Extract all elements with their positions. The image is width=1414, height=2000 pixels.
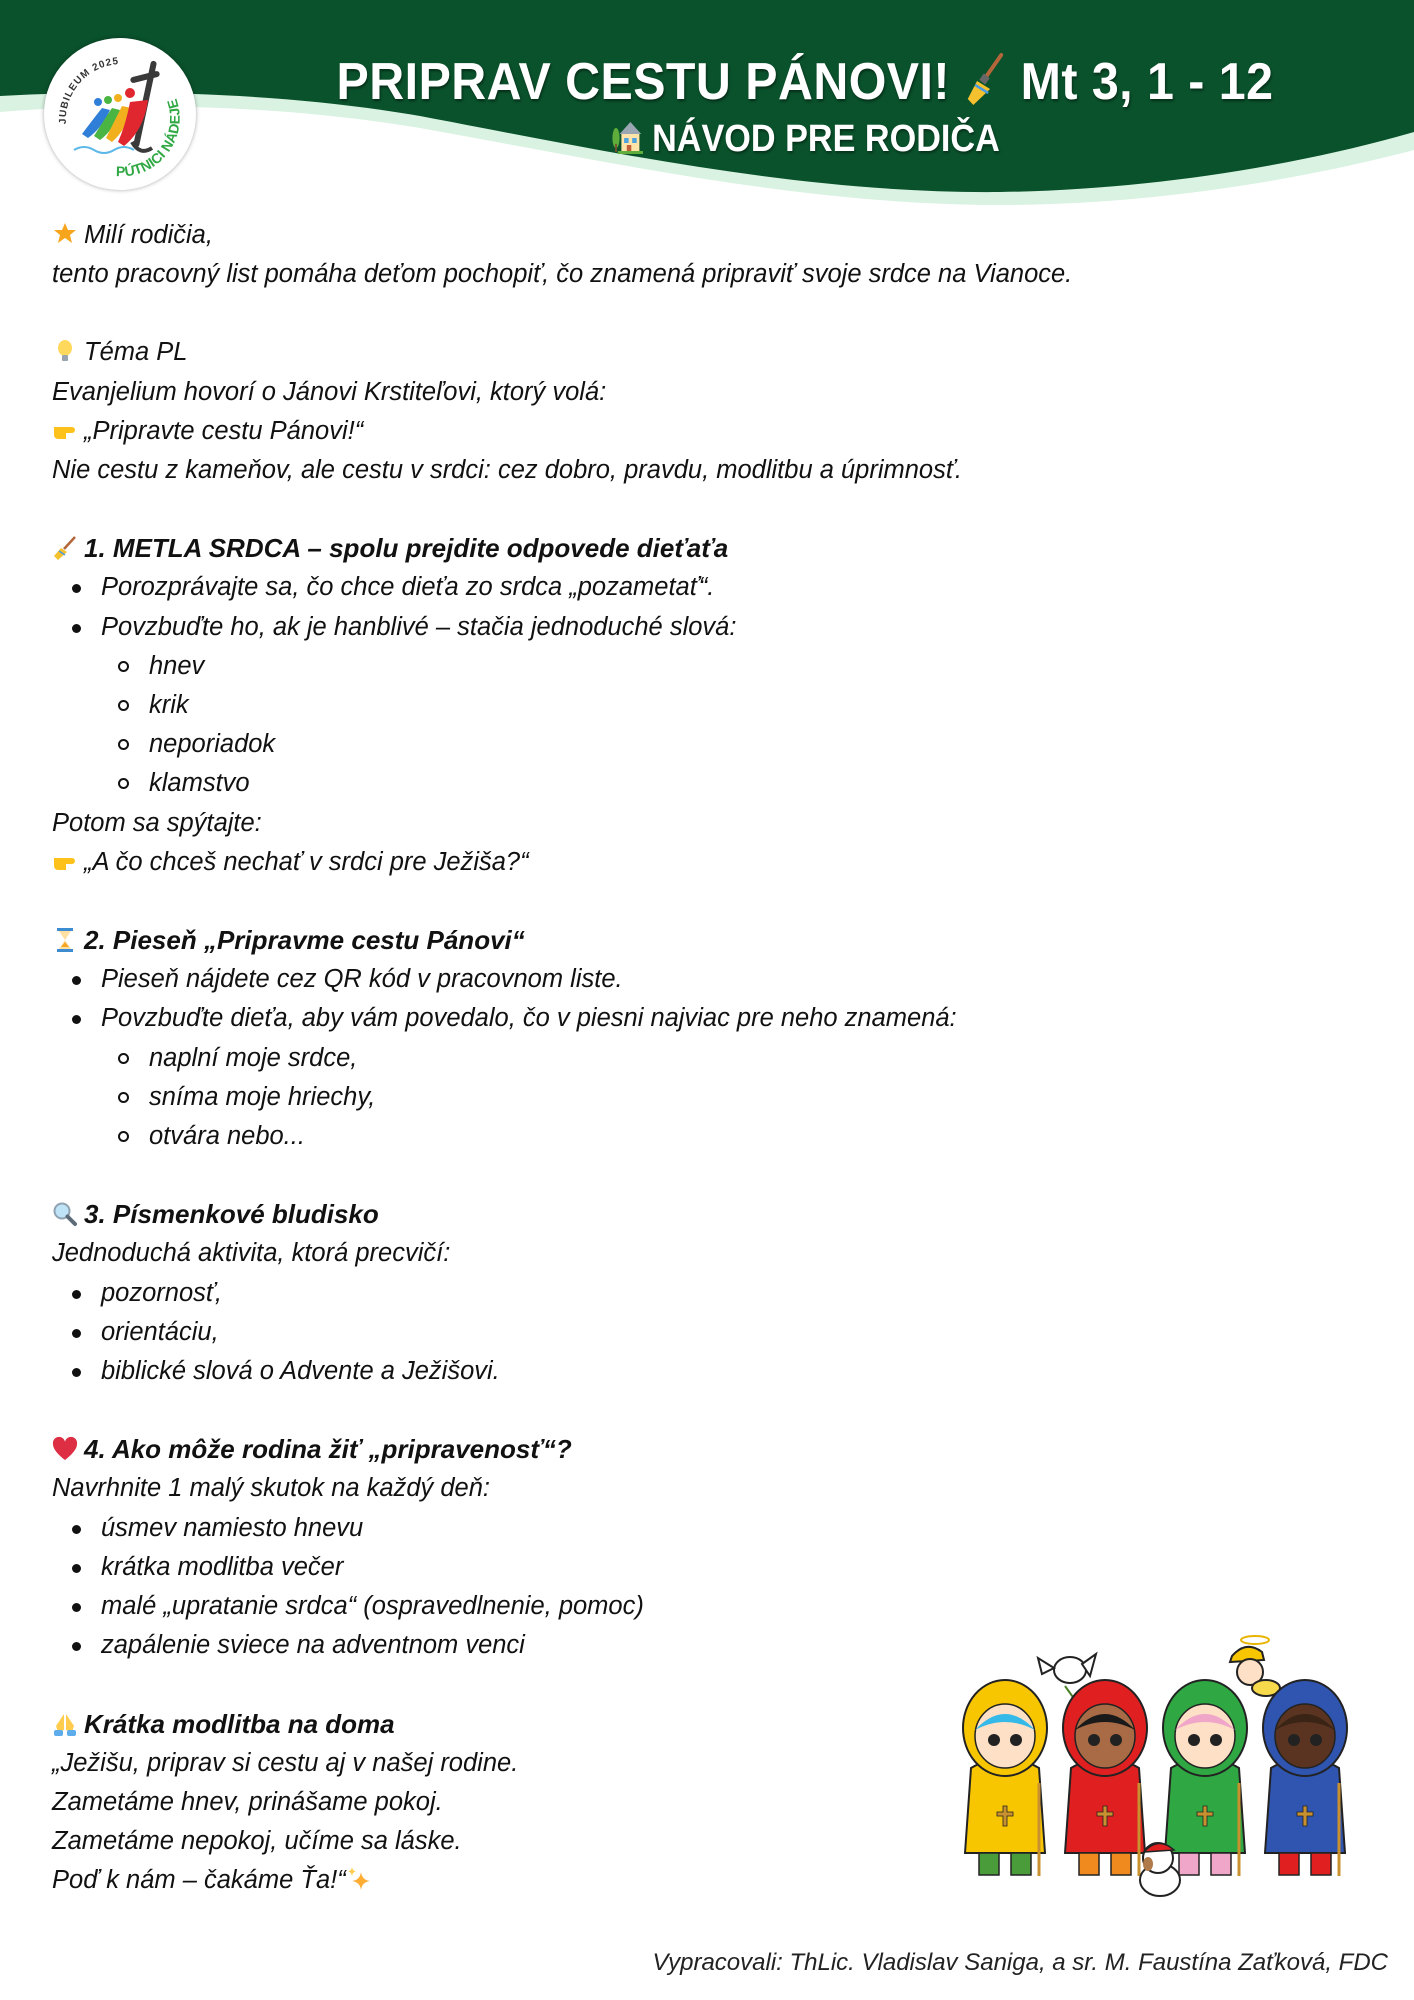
- topic-line-1: Evanjelium hovorí o Jánovi Krstiteľovi, ktorý volá:: [52, 377, 607, 406]
- section-3-list: [52, 1274, 1372, 1392]
- section-1-followup: Potom sa spýtajte:: [52, 808, 262, 837]
- sublist-item: sníma moje hriechy,: [52, 1078, 1372, 1117]
- heart-icon: [52, 1436, 78, 1462]
- list-item: pozornosť,: [52, 1274, 1372, 1313]
- section-1-quote-line: [52, 843, 1372, 882]
- child-figure: [1263, 1680, 1347, 1876]
- sublist-item: hnev: [52, 647, 1372, 686]
- page-title: [326, 52, 1284, 118]
- section-1-quote: „A čo chceš nechať v srdci pre Ježiša?“: [84, 847, 529, 876]
- jubileum-logo: [44, 38, 196, 190]
- prayer-line: Zametáme nepokoj, učíme sa láske.: [52, 1827, 462, 1856]
- section-1-list: [52, 568, 1372, 646]
- praying-hands-icon: [52, 1711, 78, 1737]
- topic-heading-line: [52, 333, 1372, 372]
- section-3-intro: Jednoduchá aktivita, ktorá precvičí:: [52, 1239, 451, 1268]
- section-2-sublist: [52, 1039, 1372, 1157]
- page-header: [0, 0, 1414, 215]
- pilgrim-children-illustration: [960, 1618, 1380, 1918]
- section-1-heading: 1. METLA SRDCA – spolu prejdite odpovede dieťaťa: [84, 533, 729, 564]
- sublist-item: klamstvo: [52, 764, 1372, 803]
- section-3-heading: 3. Písmenkové bludisko: [84, 1199, 379, 1230]
- list-item: Pieseň nájdete cez QR kód v pracovnom liste.: [52, 960, 1372, 999]
- magnifier-icon: [52, 1201, 78, 1227]
- broom-icon: [964, 53, 1007, 118]
- prayer-heading: Krátka modlitba na doma: [84, 1708, 395, 1739]
- section-3-heading-line: [52, 1195, 1372, 1234]
- topic-heading: Téma PL: [84, 338, 188, 367]
- section-1-heading-line: [52, 529, 1372, 568]
- pointing-hand-icon: [52, 848, 78, 874]
- topic-line-2: Nie cestu z kameňov, ale cestu v srdci: cez dobro, pravdu, modlitbu a úprimnosť.: [52, 456, 962, 485]
- angel-icon: [1230, 1636, 1280, 1696]
- list-item: úsmev namiesto hnevu: [52, 1509, 1372, 1548]
- star-icon: [52, 221, 78, 247]
- lightbulb-icon: [52, 338, 78, 364]
- prayer-line: Poď k nám – čakáme Ťa!“: [52, 1866, 346, 1895]
- sublist-item: otvára nebo...: [52, 1117, 1372, 1156]
- sparkles-icon: [346, 1866, 372, 1892]
- title-text: PRIPRAV CESTU PÁNOVI!: [336, 53, 951, 111]
- child-figure: [963, 1680, 1047, 1876]
- topic-quote: „Pripravte cestu Pánovi!“: [84, 416, 364, 445]
- section-1-sublist: [52, 647, 1372, 804]
- list-item: Porozprávajte sa, čo chce dieťa zo srdca „pozametať“.: [52, 568, 1372, 607]
- prayer-line: „Ježišu, priprav si cestu aj v našej rodine.: [52, 1748, 519, 1777]
- intro-text: tento pracovný list pomáha deťom pochopiť, čo znamená pripraviť svoje srdce na Vianoce.: [52, 260, 1073, 289]
- sublist-item: naplní moje srdce,: [52, 1039, 1372, 1078]
- child-figure: [1063, 1680, 1147, 1876]
- section-2-list: [52, 960, 1372, 1038]
- child-figure: [1163, 1680, 1247, 1876]
- list-item: orientáciu,: [52, 1313, 1372, 1352]
- section-4-heading: 4. Ako môže rodina žiť „pripravenosť“?: [84, 1434, 572, 1465]
- list-item: krátka modlitba večer: [52, 1548, 1372, 1587]
- scripture-reference: Mt 3, 1 - 12: [1020, 53, 1274, 111]
- broom-icon: [52, 535, 78, 561]
- section-4-intro: Navrhnite 1 malý skutok na každý deň:: [52, 1474, 490, 1503]
- list-item: Povzbuďte ho, ak je hanblivé – stačia jednoduché slová:: [52, 608, 1372, 647]
- list-item: malé „upratanie srdca“ (ospravedlnenie, pomoc): [52, 1587, 1372, 1626]
- list-item: biblické slová o Advente a Ježišovi.: [52, 1352, 1372, 1391]
- greeting-text: Milí rodičia,: [84, 221, 213, 249]
- subtitle-text: NÁVOD PRE RODIČA: [652, 118, 1000, 161]
- hourglass-icon: [52, 927, 78, 953]
- pointing-hand-icon: [52, 417, 78, 443]
- list-item: zapálenie sviece na adventnom venci: [52, 1626, 1372, 1665]
- logo-side-text: PÚTNICI NÁDEJE: [115, 97, 183, 180]
- topic-quote-line: [52, 412, 1372, 451]
- logo-top-text: JUBILEUM 2025: [57, 56, 120, 125]
- section-4-heading-line: [52, 1430, 1372, 1469]
- sublist-item: krik: [52, 686, 1372, 725]
- prayer-line: Zametáme hnev, prinášame pokoj.: [52, 1787, 443, 1816]
- section-2-heading-line: [52, 921, 1372, 960]
- section-2-heading: 2. Pieseň „Pripravme cestu Pánovi“: [84, 925, 525, 956]
- list-item: Povzbuďte dieťa, aby vám povedalo, čo v piesni najviac pre neho znamená:: [52, 999, 1372, 1038]
- credits: Vypracovali: ThLic. Vladislav Saniga, a sr. M. Faustína Zaťková, FDC: [652, 1949, 1388, 1976]
- house-icon: [610, 118, 642, 164]
- greeting-line: [52, 216, 1372, 255]
- sublist-item: neporiadok: [52, 725, 1372, 764]
- page-subtitle: [342, 118, 1269, 164]
